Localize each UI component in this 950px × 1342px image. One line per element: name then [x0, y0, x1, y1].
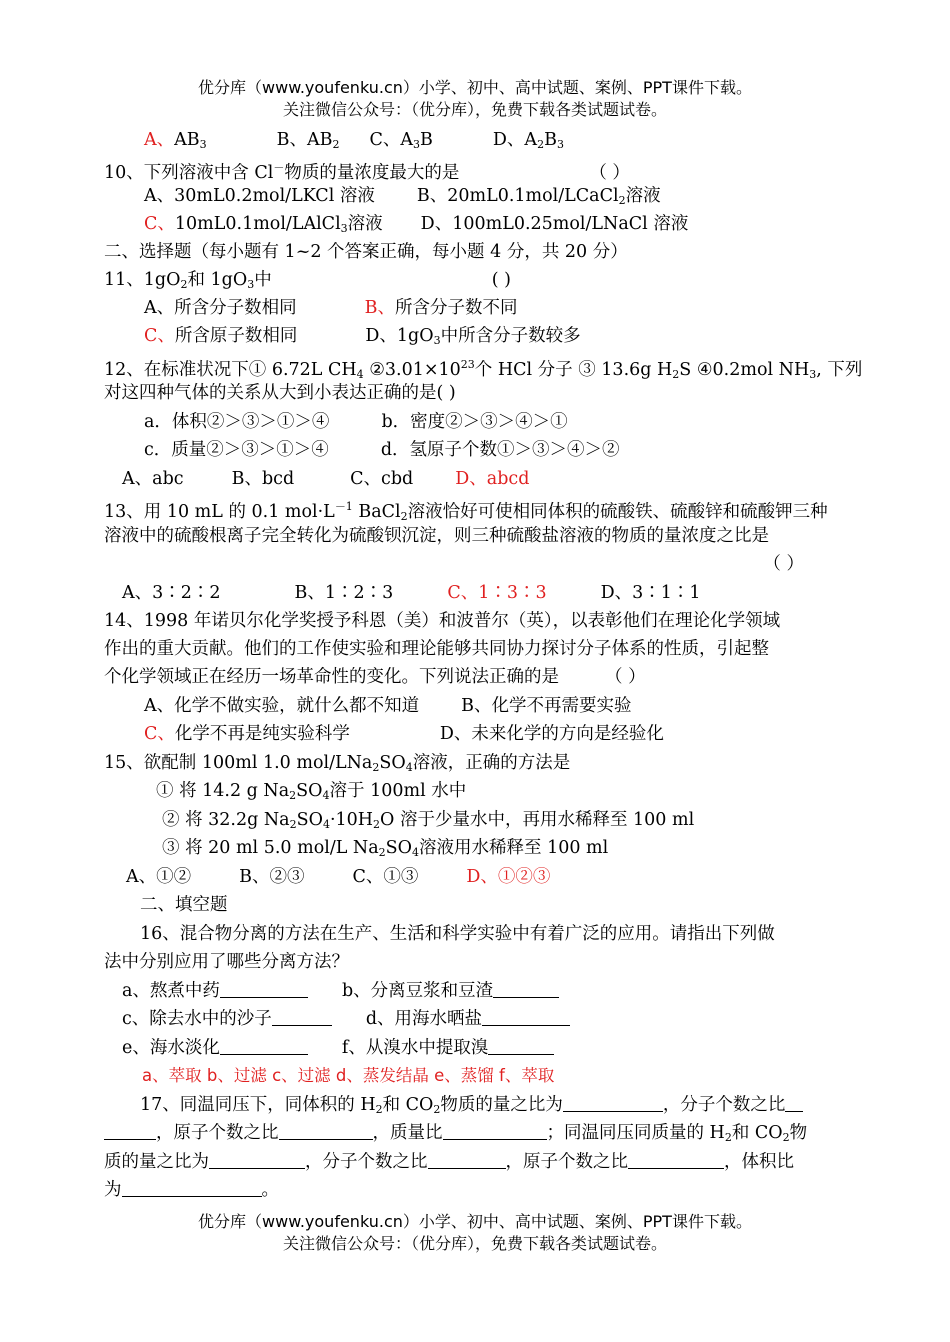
- answer-blank[interactable]: [122, 1178, 262, 1197]
- q10-options-cd: C、10mL0.1mol/LAlCl$_3$溶液 D、100mL0.25mol/LNaCl 溶液: [144, 214, 689, 235]
- answer-blank[interactable]: [482, 1007, 570, 1026]
- q16-items-ab: a、熬煮中药 b、分离豆浆和豆渣: [104, 977, 854, 1005]
- answer-paren: ( ): [491, 270, 511, 290]
- q9-options: A、$AB_3$ B、$AB_2$ C、$A_3B$ D、$A_2B_3$: [144, 130, 564, 151]
- q14-stem-line-1: 14、1998 年诺贝尔化学奖授予科恩（美）和波普尔（英），以表彰他们在理论化学领域: [104, 611, 781, 631]
- q14-stem-line-2: 作出的重大贡献。他们的工作使实验和理论能够共同协力探讨分子体系的性质，引起整: [104, 639, 769, 659]
- answer-paren: （ ）: [589, 163, 630, 183]
- header-line-1: 优分库（www.youfenku.cn）小学、初中、高中试题、案例、PPT课件下载。: [198, 78, 752, 97]
- answer-blank[interactable]: [279, 1121, 373, 1140]
- q14-options-cd: C、化学不再是纯实验科学 D、未来化学的方向是经验化: [144, 724, 664, 744]
- q13-options: A、3∶2∶2 B、1∶2∶3 C、1∶3∶3 D、3∶1∶1: [122, 583, 701, 603]
- q15-item-2: ② 将 32.2g $Na_2SO_4\cdot 10H_2O$ 溶于少量水中，再用水稀释至 100 ml: [162, 810, 695, 831]
- q15-stem: 15、欲配制 100ml 1.0 mol/$LNa_2SO_4$溶液，正确的方法是: [104, 753, 571, 774]
- q15-item-3: ③ 将 20 ml 5.0 mol/L $Na_2SO_4$溶液用水稀释至 100 ml: [162, 838, 609, 859]
- q11-options-cd: C、所含原子数相同 D、$1gO_3$中所含分子数较多: [144, 326, 581, 347]
- q10-options-ab: A、30mL0.2mol/LKCl 溶液 B、20mL0.1mol/LCaCl$_2$溶液: [144, 186, 661, 207]
- q16-stem-line-1: 16、混合物分离的方法在生产、生活和科学实验中有着广泛的应用。请指出下列做: [140, 924, 775, 944]
- answer-blank[interactable]: [493, 979, 559, 998]
- section-title-choice: 二、选择题（每小题有 1~2 个答案正确，每小题 4 分，共 20 分）: [104, 242, 628, 262]
- q11-options-ab: A、所含分子数相同 B、所含分子数不同: [144, 298, 518, 318]
- q14-options-ab: A、化学不做实验，就什么都不知道 B、化学不再需要实验: [144, 696, 632, 716]
- q11-stem: 11、$1gO_2$和 $1gO_3$中 ( ): [104, 270, 511, 291]
- q16-items-cd: c、除去水中的沙子 d、用海水晒盐: [104, 1005, 854, 1033]
- q16-items-ef: e、海水淡化 f、从溴水中提取溴: [104, 1034, 854, 1062]
- q12-stem-line-1: 12、在标准状况下① 6.72L $CH_4$ $②3.01\times 10^{23}$个 HCl 分子 ③ 13.6g $H_2S$ ④0.2mol $NH_3$, 下列: [104, 358, 863, 381]
- q12-options: A、abc B、bcd C、cbd D、abcd: [122, 469, 530, 489]
- answer-blank[interactable]: [443, 1121, 547, 1140]
- q12-items-ab: a．体积②＞③＞①＞④ b．密度②＞③＞④＞①: [144, 412, 568, 432]
- answer-blank[interactable]: [220, 979, 308, 998]
- q10-stem: 10、下列溶液中含 Cl－物质的量浓度最大的是 （ ）: [104, 161, 630, 183]
- q17-line-2: ，原子个数之比 ，质量比 ；同温同压同质量的 $H_2$和 $CO_2$物: [104, 1119, 854, 1147]
- answer-blank[interactable]: [428, 1150, 506, 1169]
- q17-line-4: 为 。: [104, 1180, 279, 1200]
- q16-answer-key: a、萃取 b、过滤 c、过滤 d、蒸发结晶 e、蒸馏 f、萃取: [142, 1066, 555, 1085]
- q12-stem-line-2: 对这四种气体的关系从大到小表达正确的是( ): [104, 383, 456, 403]
- q14-stem-line-3: 个化学领域正在经历一场革命性的变化。下列说法正确的是 （ ）: [104, 667, 646, 687]
- q16-stem-line-2: 法中分别应用了哪些分离方法？: [104, 952, 349, 972]
- footer-line-1: 优分库（www.youfenku.cn）小学、初中、高中试题、案例、PPT课件下载。: [198, 1212, 752, 1231]
- footer-line-2: 关注微信公众号：（优分库），免费下载各类试题试卷。: [282, 1234, 667, 1253]
- q12-items-cd: c．质量②＞③＞①＞④ d．氢原子个数①＞③＞④＞②: [144, 440, 620, 460]
- section-title-fill: 二、填空题: [140, 895, 228, 915]
- answer-blank[interactable]: [104, 1121, 156, 1140]
- answer-blank[interactable]: [272, 1007, 332, 1026]
- answer-blank[interactable]: [785, 1093, 803, 1112]
- q13-stem-line-2: 溶液中的硫酸根离子完全转化为硫酸钡沉淀，则三种硫酸盐溶液的物质的量浓度之比是: [104, 526, 769, 546]
- q13-stem-line-1: 13、用 10 mL 的 0.1 $mol\cdot L^{-1}$ BaCl$_2$溶液恰好可使相同体积的硫酸铁、硫酸锌和硫酸钾三种: [104, 500, 828, 523]
- q17-line-3: 质的量之比为 ，分子个数之比 ，原子个数之比 ，体积比: [104, 1152, 794, 1172]
- q15-options: A、①② B、②③ C、①③ D、①②③: [126, 867, 551, 887]
- q17-line-1: 17、同温同压下，同体积的 $H_2$和 $CO_2$物质的量之比为 ，分子个数之比: [104, 1091, 854, 1119]
- answer-paren: （ ）: [605, 667, 646, 687]
- q13-paren: （ ）: [763, 554, 804, 574]
- answer-blank[interactable]: [563, 1093, 663, 1112]
- answer-blank[interactable]: [220, 1036, 308, 1055]
- answer-blank[interactable]: [488, 1036, 554, 1055]
- q15-item-1: ① 将 14.2 g $Na_2SO_4$溶于 100ml 水中: [156, 781, 467, 802]
- answer-blank[interactable]: [628, 1150, 724, 1169]
- answer-blank[interactable]: [209, 1150, 305, 1169]
- header-line-2: 关注微信公众号：（优分库），免费下载各类试题试卷。: [282, 100, 667, 119]
